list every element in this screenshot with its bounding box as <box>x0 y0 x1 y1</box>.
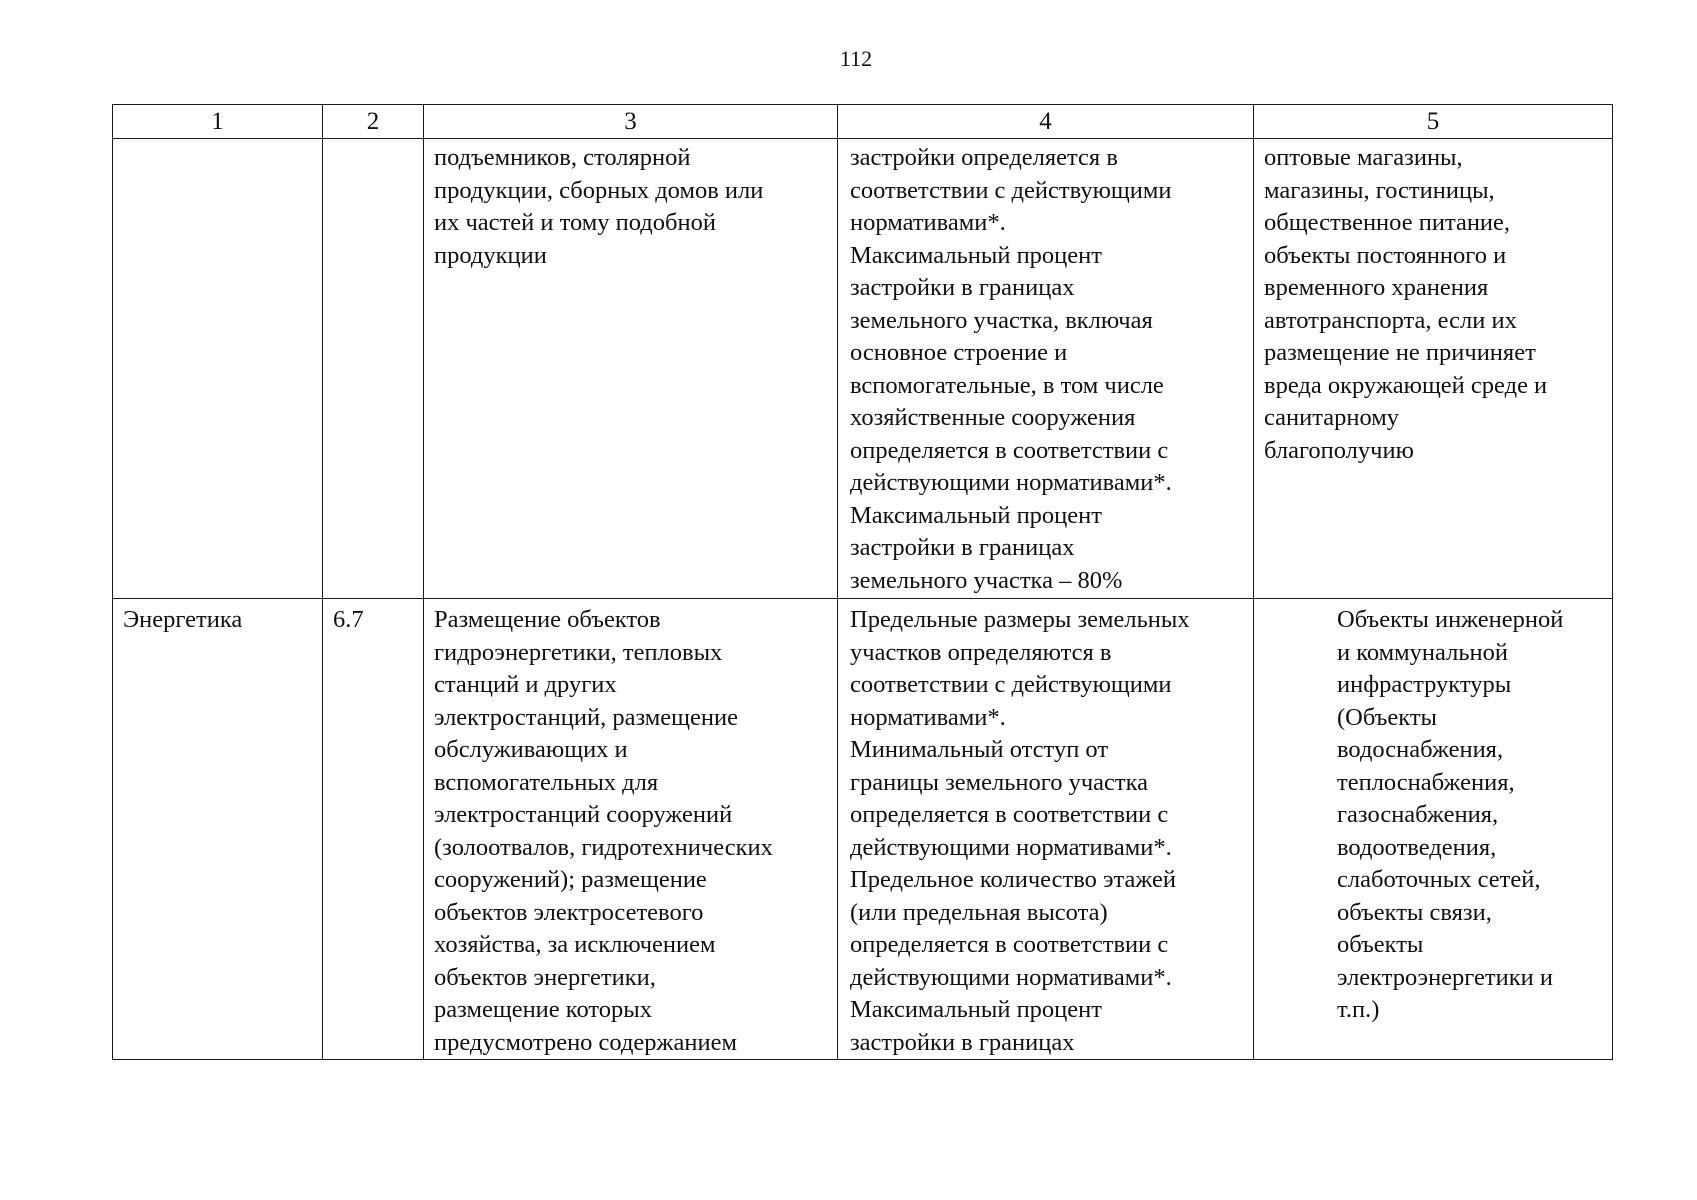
cell-line: действующими нормативами*. <box>850 469 1172 496</box>
cell-line: водоотведения, <box>1337 833 1497 861</box>
header-col-2: 2 <box>323 105 424 139</box>
cell-line: объектов электросетевого <box>434 898 704 926</box>
row-2-col-3-lines <box>434 604 833 1059</box>
cell-line: нормативами*. <box>850 703 1006 731</box>
row-1-col-2 <box>323 139 424 599</box>
cell-line: Предельное количество этажей <box>850 866 1176 893</box>
cell-line: хозяйственные сооружения <box>850 404 1136 431</box>
cell-line: санитарному <box>1264 404 1400 431</box>
cell-line: определяется в соответствии с <box>850 801 1169 828</box>
cell-line: границы земельного участка <box>850 768 1149 796</box>
row-2-col-5-lines <box>1337 604 1602 1027</box>
cell-line: застройки в границах <box>850 534 1075 561</box>
cell-line: Минимальный отступ от <box>850 736 1109 763</box>
row-1-col-5 <box>1254 139 1613 599</box>
cell-line: объектов энергетики, <box>434 963 656 991</box>
cell-line: вспомогательных для <box>434 768 659 796</box>
land-use-table <box>112 104 1613 1060</box>
cell-line: определяется в соответствии с <box>850 436 1169 464</box>
cell-line: общественное питание, <box>1264 209 1511 236</box>
cell-line: автотранспорта, если их <box>1264 306 1517 334</box>
cell-line: обслуживающих и <box>434 736 628 763</box>
cell-line: газоснабжения, <box>1337 801 1499 828</box>
header-col-3: 3 <box>424 105 838 139</box>
cell-line: станций и других <box>434 671 617 698</box>
cell-line: Максимальный процент <box>850 501 1102 529</box>
cell-line: Максимальный процент <box>850 996 1102 1023</box>
cell-line: подъемников, столярной <box>434 144 691 171</box>
cell-line: Предельные размеры земельных <box>850 606 1190 633</box>
row-1-col-4-lines <box>850 142 1249 597</box>
cell-line: вреда окружающей среде и <box>1264 371 1548 399</box>
cell-line: электростанций сооружений <box>434 801 733 828</box>
table-row <box>113 139 1613 599</box>
row-1-col-1 <box>113 139 323 599</box>
cell-line: хозяйства, за исключением <box>434 931 716 958</box>
cell-line: Размещение объектов <box>434 606 661 633</box>
cell-line: соответствии с действующими <box>850 671 1172 698</box>
cell-line: теплоснабжения, <box>1337 768 1515 796</box>
cell-line: Максимальный процент <box>850 241 1102 269</box>
cell-line: электростанций, размещение <box>434 703 738 731</box>
row-2-col-2: 6.7 <box>323 599 424 1060</box>
cell-line: Объекты инженерной <box>1337 606 1564 633</box>
cell-line: вспомогательные, в том числе <box>850 371 1164 399</box>
cell-line: (или предельная высота) <box>850 898 1108 926</box>
row-2-col-4 <box>838 599 1254 1060</box>
cell-line: определяется в соответствии с <box>850 931 1169 958</box>
cell-line: основное строение и <box>850 339 1068 366</box>
cell-line: земельного участка, включая <box>850 306 1153 334</box>
cell-line: действующими нормативами*. <box>850 963 1172 991</box>
cell-line: объекты постоянного и <box>1264 241 1507 269</box>
row-2-col-1: Энергетика <box>113 599 323 1060</box>
cell-line: продукции <box>434 241 547 269</box>
row-2-col-3 <box>424 599 838 1060</box>
page-number: 112 <box>839 46 873 71</box>
cell-line: нормативами*. <box>850 209 1006 236</box>
cell-line: действующими нормативами*. <box>850 833 1172 861</box>
header-col-5: 5 <box>1254 105 1613 139</box>
row-1-col-4 <box>838 139 1254 599</box>
row-2-col-4-lines <box>850 604 1249 1059</box>
cell-line: застройки в границах <box>850 1028 1075 1056</box>
cell-line: продукции, сборных домов или <box>434 176 764 204</box>
row-1-col-3-lines <box>434 142 833 272</box>
cell-line: слаботочных сетей, <box>1337 866 1541 893</box>
cell-line: водоснабжения, <box>1337 736 1504 763</box>
cell-line: временного хранения <box>1264 274 1489 301</box>
header-col-4: 4 <box>838 105 1254 139</box>
cell-line: соответствии с действующими <box>850 176 1172 204</box>
table-header-row <box>113 105 1613 139</box>
cell-line: объекты <box>1337 931 1424 958</box>
cell-line: электроэнергетики и <box>1337 963 1553 991</box>
cell-line: (золоотвалов, гидротехнических <box>434 833 773 861</box>
cell-line: застройки в границах <box>850 274 1075 301</box>
row-1-col-3 <box>424 139 838 599</box>
cell-line: земельного участка – 80% <box>850 566 1123 594</box>
header-col-1: 1 <box>113 105 323 139</box>
cell-line: размещение не причиняет <box>1264 339 1536 366</box>
cell-line: участков определяются в <box>850 638 1112 666</box>
cell-line: сооружений); размещение <box>434 866 707 893</box>
cell-line: благополучию <box>1264 436 1414 464</box>
cell-line: оптовые магазины, <box>1264 144 1463 171</box>
cell-line: магазины, гостиницы, <box>1264 176 1495 204</box>
cell-line: предусмотрено содержанием <box>434 1028 737 1056</box>
cell-line: (Объекты <box>1337 703 1437 731</box>
cell-line: их частей и тому подобной <box>434 209 716 236</box>
cell-line: объекты связи, <box>1337 898 1492 926</box>
cell-line: застройки определяется в <box>850 144 1118 171</box>
row-2-col-5 <box>1254 599 1613 1060</box>
row-1-col-5-lines <box>1264 142 1602 467</box>
cell-line: т.п.) <box>1337 996 1380 1023</box>
cell-line: размещение которых <box>434 996 652 1023</box>
cell-line: инфраструктуры <box>1337 671 1512 698</box>
table-row <box>113 599 1613 1060</box>
cell-line: и коммунальной <box>1337 638 1509 666</box>
cell-line: гидроэнергетики, тепловых <box>434 638 723 666</box>
